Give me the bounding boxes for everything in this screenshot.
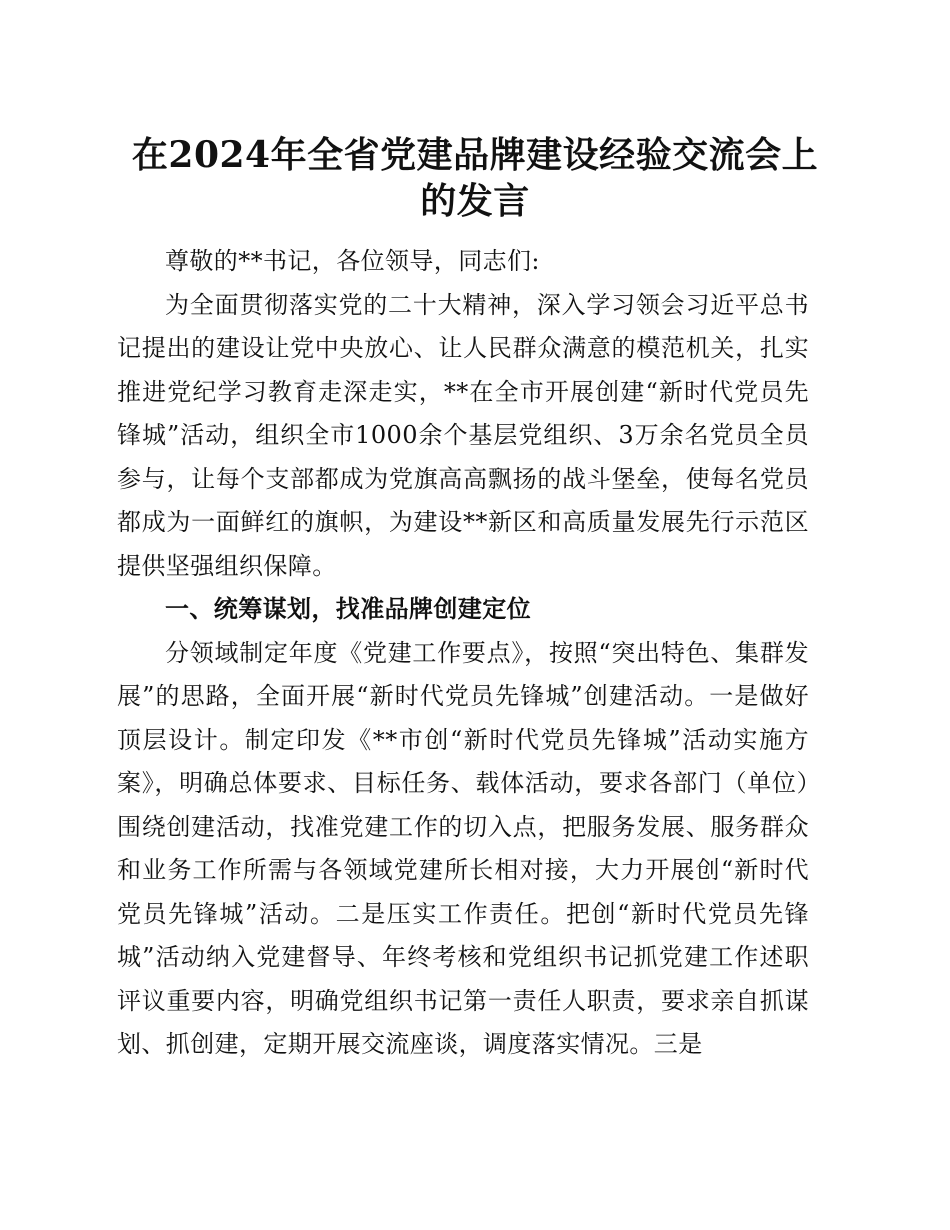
section-1-paragraph: 分领域制定年度《党建工作要点》，按照“突出特色、集群发展”的思路，全面开展“新时代党员先锋城”创建活动。一是做好顶层设计。制定印发《**市创“新时代党员先锋城”活动实施方案》，明确总体要求、目标任务、载体活动，要求各部门（单位）围绕创建活动，找准党建工作的切入点，把服务发展、服务群众和业务工作所需与各领域党建所长相对接，大力开展创“新时代党员先锋城”活动。二是压实工作责任。把创“新时代党员先锋城”活动纳入党建督导、年终考核和党组织书记抓党建工作述职评议重要内容，明确党组织书记第一责任人职责，要求亲自抓谋划、抓创建，定期开展交流座谈，调度落实情况。三是 xyxy=(117,638,809,1058)
section-heading-1: 一、统筹谋划，找准品牌创建定位 xyxy=(165,595,531,623)
document-title: 在2024年全省党建品牌建设经验交流会上的发言 xyxy=(131,134,819,222)
salutation: 尊敬的**书记，各位领导，同志们: xyxy=(165,247,540,275)
document-body xyxy=(117,240,809,1067)
intro-paragraph: 为全面贯彻落实党的二十大精神，深入学习领会习近平总书记提出的建设让党中央放心、让人民群众满意的模范机关，扎实推进党纪学习教育走深走实，**在全市开展创建“新时代党员先锋城”活动，组织全市1000余个基层党组织、3万余名党员全员参与，让每个支部都成为党旗高高飘扬的战斗堡垒，使每名党员都成为一面鲜红的旗帜，为建设**新区和高质量发展先行示范区提供坚强组织保障。 xyxy=(117,290,809,580)
